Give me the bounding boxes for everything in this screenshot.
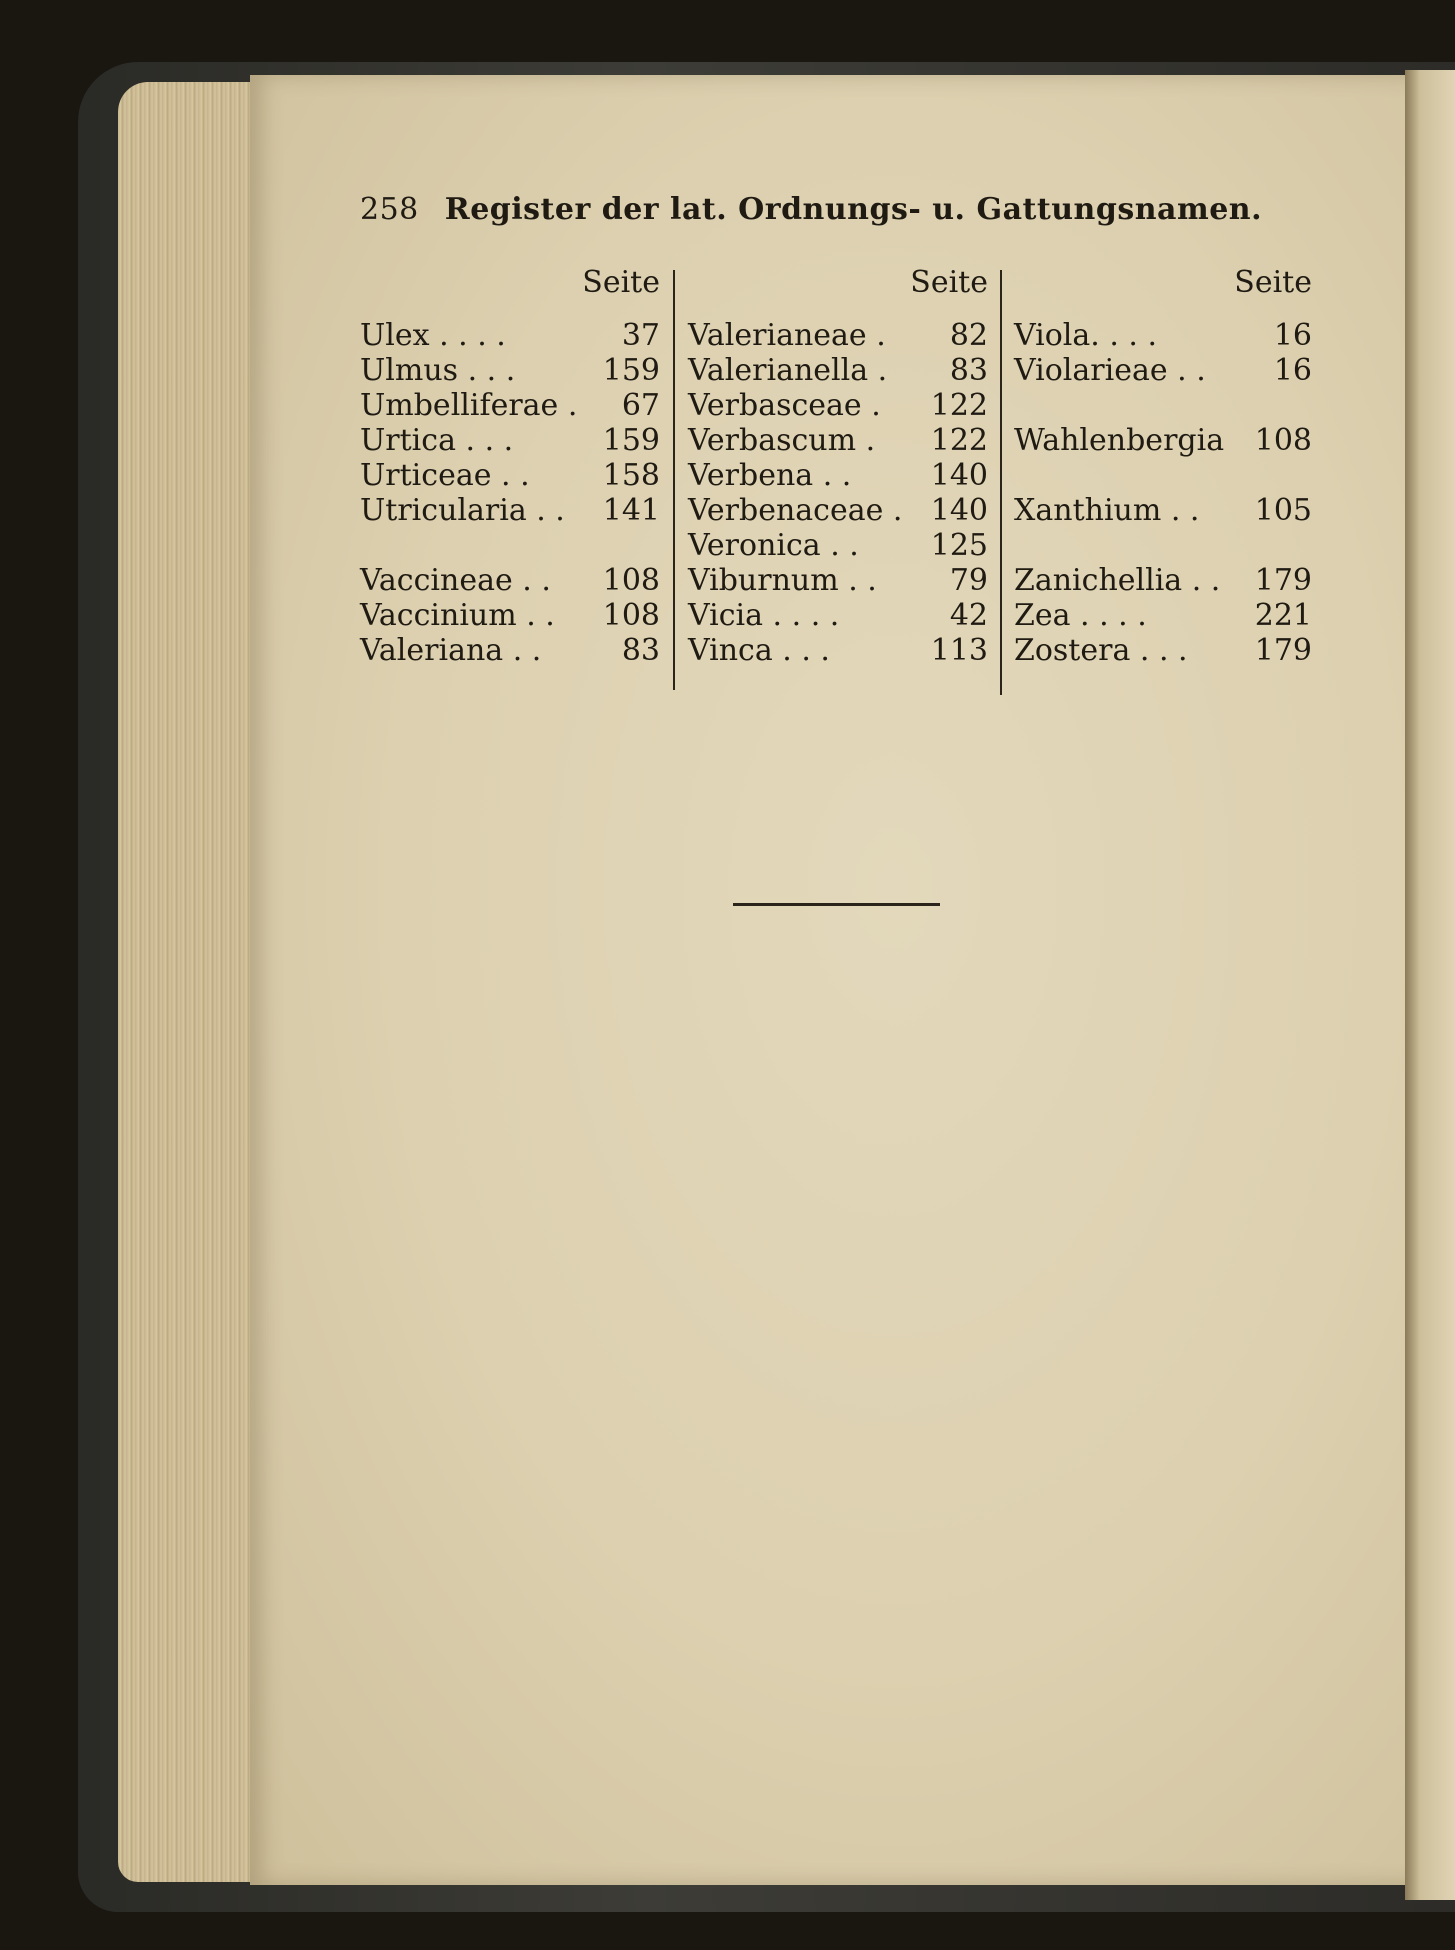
entry-page-number: 159 [602,423,660,458]
index-entry [360,388,660,422]
index-entry [688,458,988,492]
index-entry [360,493,660,527]
index-entry [1014,458,1312,492]
end-rule [733,903,940,906]
index-entry [360,458,660,492]
entry-page-number: 108 [1254,423,1312,458]
entry-page-number: 122 [930,423,988,458]
entry-name: Verbena . . [688,458,852,493]
page-edges [118,82,268,1882]
entry-name: Zanichellia . . [1014,563,1221,598]
entry-page-number: 83 [949,353,988,388]
entry-page-number: 179 [1254,563,1312,598]
entry-page-number: 108 [602,563,660,598]
entry-page-number: 79 [949,563,988,598]
column-heading: Seite [582,265,660,300]
entry-name: Umbelliferae . [360,388,578,423]
index-entry [1014,528,1312,562]
index-entry [688,493,988,527]
index-entry [360,598,660,632]
column-divider [1000,270,1002,695]
index-entry [360,423,660,457]
page-number: 258 [360,192,419,227]
entry-page-number: 82 [949,318,988,353]
index-entry [360,528,660,562]
index-entry [360,318,660,352]
entry-name: Veronica . . [688,528,859,563]
entry-name: Xanthium . . [1014,493,1200,528]
entry-page-number: 221 [1254,598,1312,633]
entry-name: Ulmus . . . [360,353,516,388]
entry-page-number: 83 [621,633,660,668]
index-entry [360,353,660,387]
index-entry [1014,423,1312,457]
column-heading: Seite [910,265,988,300]
entry-page-number: 16 [1273,353,1312,388]
entry-page-number: 42 [949,598,988,633]
index-entry [1014,563,1312,597]
index-entry [1014,493,1312,527]
index-entry [688,598,988,632]
entry-name: Verbenaceae . [688,493,903,528]
entry-name: Violarieae . . [1014,353,1206,388]
index-entry [688,318,988,352]
entry-name: Urtica . . . [360,423,514,458]
entry-page-number: 67 [621,388,660,423]
entry-name: Zostera . . . [1014,633,1188,668]
index-entry [688,528,988,562]
entry-name: Verbasceae . [688,388,881,423]
entry-page-number: 158 [602,458,660,493]
entry-name: Zea . . . . [1014,598,1147,633]
index-entry [688,633,988,667]
index-entry [1014,598,1312,632]
column-heading: Seite [1234,265,1312,300]
entry-name: Valerianella . [688,353,888,388]
index-entry [688,563,988,597]
entry-page-number: 37 [621,318,660,353]
entry-name: Verbascum . [688,423,876,458]
entry-name: Vinca . . . [688,633,830,668]
entry-page-number: 140 [930,493,988,528]
index-entry [688,423,988,457]
index-entry [1014,318,1312,352]
entry-page-number: 16 [1273,318,1312,353]
entry-name: Vicia . . . . [688,598,840,633]
index-entry [360,633,660,667]
running-header [360,192,1263,227]
entry-page-number: 159 [602,353,660,388]
entry-name: Urticeae . . [360,458,530,493]
entry-name: Vaccinium . . [360,598,555,633]
entry-page-number: 141 [602,493,660,528]
index-entry [1014,353,1312,387]
index-entry [688,388,988,422]
index-entry [1014,633,1312,667]
entry-page-number: 108 [602,598,660,633]
entry-name: Ulex . . . . [360,318,506,353]
entry-page-number: 140 [930,458,988,493]
entry-name: Viburnum . . [688,563,877,598]
entry-page-number: 122 [930,388,988,423]
entry-page-number: 105 [1254,493,1312,528]
entry-name: Valeriana . . [360,633,542,668]
entry-page-number: 179 [1254,633,1312,668]
entry-name: Utricularia . . [360,493,565,528]
index-entry [688,353,988,387]
entry-name: Vaccineae . . [360,563,551,598]
column-divider [673,270,675,690]
entry-name: Valerianeae . [688,318,886,353]
index-entry [360,563,660,597]
entry-page-number: 125 [930,528,988,563]
index-entry [1014,388,1312,422]
facing-page-edge [1405,70,1455,1900]
entry-name: Viola. . . . [1014,318,1158,353]
entry-page-number: 113 [930,633,988,668]
page-title: Register der lat. Ordnungs- u. Gattungsnamen. [444,192,1263,227]
entry-name: Wahlenbergia [1014,423,1225,458]
